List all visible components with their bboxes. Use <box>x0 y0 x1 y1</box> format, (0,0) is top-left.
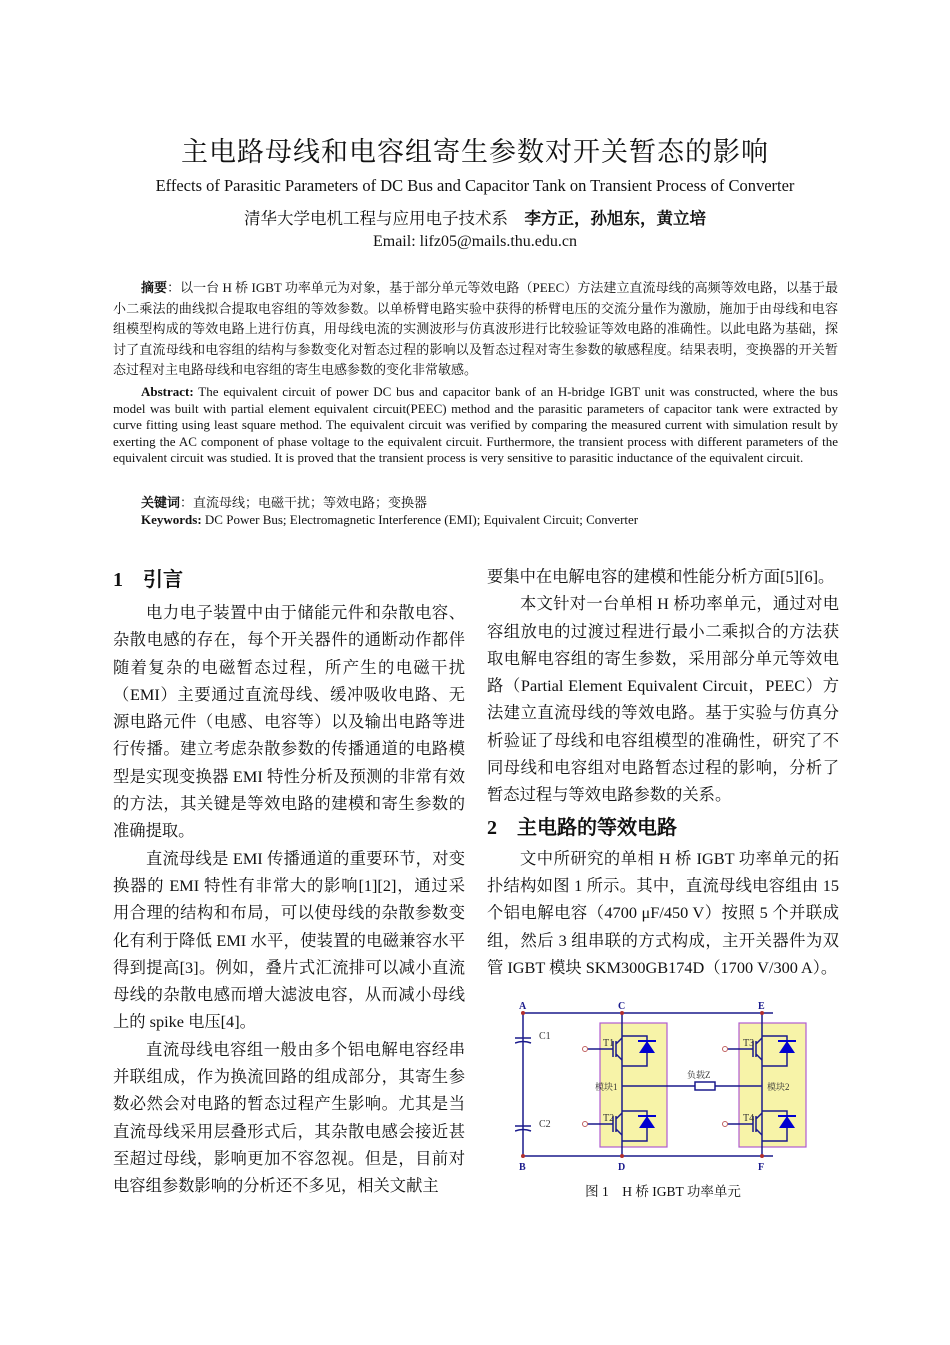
abstract-en-label: Abstract: <box>141 384 194 399</box>
section-2-heading <box>487 813 839 843</box>
paper-subtitle-en: Effects of Parasitic Parameters of DC Bus and Capacitor Tank on Transient Process of Converter <box>155 176 795 195</box>
figure-1-caption: 图 1 H 桥 IGBT 功率单元 <box>585 1184 741 1199</box>
keywords-en-text: DC Power Bus; Electromagnetic Interference (EMI); Equivalent Circuit; Converter <box>201 512 639 527</box>
keywords-en-label: Keywords: <box>141 512 202 527</box>
module-label: 模块1 <box>595 1082 618 1092</box>
module-label: 模块2 <box>767 1082 790 1092</box>
node-label: D <box>618 1162 626 1173</box>
email: Email: lifz05@mails.thu.edu.cn <box>372 233 578 250</box>
section-title: 引言 <box>143 569 183 591</box>
abstract-en <box>113 384 838 467</box>
author-line <box>0 205 950 229</box>
paragraph: 直流母线是 EMI 传播通道的重要环节，对变换器的 EMI 特性有非常大的影响[1][2]，通过采用合理的结构和布局，可以使母线的杂散参数变化有利于降低 EMI 水平，使装置的电磁兼容水平得到提高[3]。例如，叠片式汇流排可以减小直流母线的杂散电感而增大滤波电容，从而减小母线上的 spike 电压[4]。 <box>113 848 465 1032</box>
figure-1-circuit <box>515 998 815 1173</box>
section-number: 2 <box>487 816 497 839</box>
node-label: E <box>758 1001 765 1012</box>
abstract-zh-text: ：以一台 H 桥 IGBT 功率单元为对象，基于部分单元等效电路（PEEC）方法建立直流母线的高频等效电路，以基于最小二乘法的曲线拟合提取电容组的等效参数。以单桥臂电路实验中获得的桥臂电压的交流分量作为激励，施加于由母线和电容组模型构成的等效电路上进行仿真，用母线电流的实测波形与仿真波形进行比较验证等效电路的准确性。以此电路为基础，探讨了直流母线和电容组的结构与参数变化对暂态过程的影响以及暂态过程对寄生参数的敏感程度。结果表明，变换器的开关暂态过程对主电路母线和电容组的寄生电感参数的变化非常敏感。 <box>113 280 838 377</box>
node-label: B <box>519 1162 526 1173</box>
affiliation: 清华大学电机工程与应用电子技术系 <box>244 209 508 228</box>
switch-label: T2 <box>603 1113 615 1124</box>
node-label: A <box>519 1001 527 1012</box>
paragraph: 本文针对一台单相 H 桥功率单元，通过对电容组放电的过渡过程进行最小二乘拟合的方法获取电解电容组的寄生参数，采用部分单元等效电路（Partial Element Equivalent Circuit，PEEC）方法建立直流母线的等效电路。基于实验与仿真分析验证了母线和电容组模型的准确性，研究了不同母线和电容组对电路暂态过程的影响，分析了暂态过程与等效电路参数的关系。 <box>487 594 839 805</box>
node-label: F <box>758 1162 765 1173</box>
switch-label: T4 <box>743 1113 755 1124</box>
right-column <box>487 563 839 981</box>
keywords <box>141 494 841 528</box>
abstract-en-text: The equivalent circuit of power DC bus and capacitor bank of an H-bridge IGBT unit was constructed, where the bus model was built with partial element equivalent circuit(PEEC) method and the parasitic parameters of capacitor tank were extracted by curve fitting using least square method. The equivalent circuit was verified by comparing the measured current with simulation result by exerting the AC component of phase voltage to the equivalent circuit. Furthermore, the transient process with different parameters of the equivalent circuit was studied. It is proved that the transient process is very sensitive to parasitic inductance of the equivalent circuit. <box>113 384 838 466</box>
paragraph: 直流母线电容组一般由多个铝电解电容经串并联组成，作为换流回路的组成部分，其寄生参数必然会对电路的暂态过程产生影响。尤其是当直流母线采用层叠形式后，其杂散电感会接近甚至超过母线，影响更加不容忽视。但是，目前对电容组参数影响的分析还不多见，相关文献主 <box>113 1039 465 1196</box>
section-title: 主电路的等效电路 <box>517 816 677 839</box>
left-column <box>113 565 465 1200</box>
node-label: C <box>618 1001 626 1012</box>
authors: 李方正，孙旭东，黄立培 <box>524 209 706 228</box>
section-number: 1 <box>113 569 123 591</box>
keywords-zh-text: ：直流母线；电磁干扰；等效电路；变换器 <box>180 495 428 510</box>
paragraph: 文中所研究的单相 H 桥 IGBT 功率单元的拓扑结构如图 1 所示。其中，直流母线电容组由 15 个铝电解电容（4700 μF/450 V）按照 5 个并联成组，然后 3 组串联的方式构成，主开关器件为双管 IGBT 模块 SKM300GB174D（1700 V/300 A）。 <box>487 848 839 977</box>
paper-title: 主电路母线和电容组寄生参数对开关暂态的影响 <box>181 137 769 167</box>
abstract-zh-label: 摘要 <box>141 280 168 295</box>
paragraph: 要集中在电解电容的建模和性能分析方面[5][6]。 <box>487 567 835 586</box>
cap-label: C2 <box>539 1119 551 1130</box>
switch-label: T1 <box>603 1038 615 1049</box>
paragraph: 电力电子装置中由于储能元件和杂散电容、杂散电感的存在，每个开关器件的通断动作都伴随着复杂的电磁暂态过程，所产生的电磁干扰（EMI）主要通过直流母线、缓冲吸收电路、无源电路元件（电感、电容等）以及输出电路等进行传播。建立考虑杂散参数的传播通道的电路模型是实现变换器 EMI 特性分析及预测的非常有效的方法，其关键是等效电路的建模和寄生参数的准确提取。 <box>113 603 465 841</box>
cap-label: C1 <box>539 1031 551 1042</box>
keywords-zh-label: 关键词 <box>141 495 181 510</box>
switch-label: T3 <box>743 1038 755 1049</box>
section-1-heading <box>113 565 465 595</box>
abstract-zh <box>113 278 838 381</box>
load-label: 负载Z <box>687 1070 711 1080</box>
